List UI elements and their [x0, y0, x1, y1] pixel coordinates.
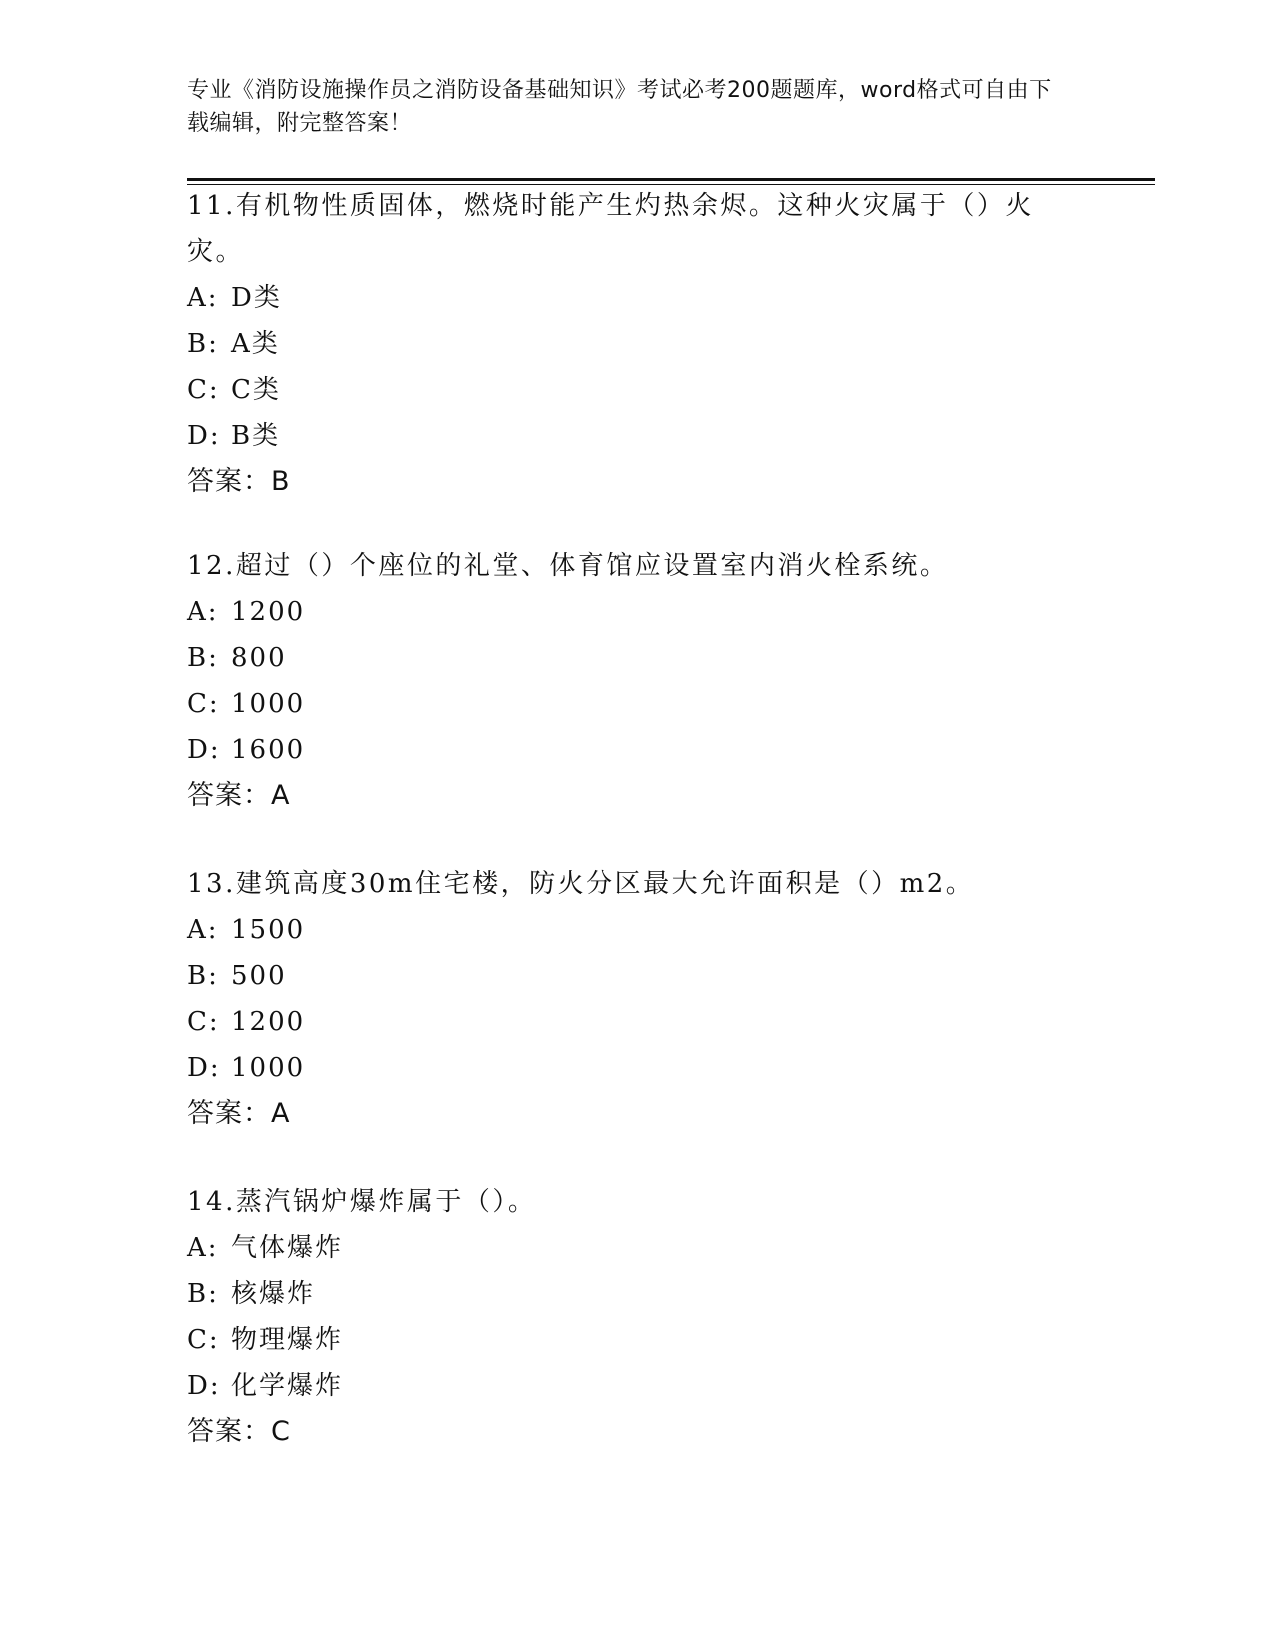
- question-text: 11.有机物性质固体，燃烧时能产生灼热余烬。这种火灾属于（）火灾。: [187, 191, 1034, 267]
- option-a: [187, 275, 1087, 321]
- option-key: B:: [187, 643, 219, 673]
- option-d: [187, 1363, 1087, 1409]
- option-c: [187, 1317, 1087, 1363]
- document-header: 专业《消防设施操作员之消防设备基础知识》考试必考200题题库，word格式可自由下载编辑，附完整答案！: [187, 78, 1052, 136]
- option-key: D:: [187, 735, 221, 765]
- option-b: [187, 635, 1087, 681]
- option-d: [187, 727, 1087, 773]
- option-value: A类: [231, 329, 280, 359]
- option-value: 500: [231, 961, 287, 991]
- option-a: [187, 1225, 1087, 1271]
- question-12: [187, 543, 1087, 819]
- header-rule-thick: [187, 178, 1155, 181]
- answer-line: 答案：C: [187, 1416, 291, 1447]
- option-b: [187, 953, 1087, 999]
- option-key: C:: [187, 375, 220, 405]
- option-b: [187, 321, 1087, 367]
- question-13: [187, 861, 1087, 1137]
- question-text: 12.超过（）个座位的礼堂、体育馆应设置室内消火栓系统。: [187, 551, 949, 581]
- option-key: A:: [187, 915, 219, 945]
- option-key: D:: [187, 421, 221, 451]
- answer-line: 答案：A: [187, 780, 291, 811]
- question-14: [187, 1179, 1087, 1455]
- option-c: [187, 681, 1087, 727]
- option-value: B类: [231, 421, 281, 451]
- option-c: [187, 999, 1087, 1045]
- option-c: [187, 367, 1087, 413]
- option-value: 1200: [231, 597, 306, 627]
- option-value: 1600: [231, 735, 306, 765]
- answer-line: 答案：A: [187, 1098, 291, 1129]
- question-text: 13.建筑高度30m住宅楼，防火分区最大允许面积是（）m2。: [187, 869, 975, 899]
- option-value: 1500: [231, 915, 306, 945]
- option-key: C:: [187, 1007, 220, 1037]
- option-key: C:: [187, 1325, 220, 1355]
- option-value: 800: [231, 643, 287, 673]
- option-a: [187, 907, 1087, 953]
- option-value: D类: [231, 283, 282, 313]
- question-text: 14.蒸汽锅炉爆炸属于（）。: [187, 1187, 537, 1217]
- option-value: 气体爆炸: [231, 1233, 344, 1263]
- option-key: B:: [187, 961, 219, 991]
- option-value: 核爆炸: [231, 1279, 316, 1309]
- option-a: [187, 589, 1087, 635]
- option-key: A:: [187, 597, 219, 627]
- question-11: [187, 183, 1087, 505]
- option-key: A:: [187, 283, 219, 313]
- option-value: 化学爆炸: [231, 1371, 344, 1401]
- option-d: [187, 413, 1087, 459]
- option-value: 1000: [231, 689, 306, 719]
- option-value: C类: [231, 375, 281, 405]
- option-key: C:: [187, 689, 220, 719]
- option-b: [187, 1271, 1087, 1317]
- answer-line: 答案：B: [187, 466, 291, 497]
- option-key: D:: [187, 1053, 221, 1083]
- option-key: A:: [187, 1233, 219, 1263]
- option-key: B:: [187, 1279, 219, 1309]
- option-value: 1000: [231, 1053, 306, 1083]
- option-value: 物理爆炸: [231, 1325, 344, 1355]
- option-d: [187, 1045, 1087, 1091]
- option-value: 1200: [231, 1007, 306, 1037]
- option-key: B:: [187, 329, 219, 359]
- option-key: D:: [187, 1371, 221, 1401]
